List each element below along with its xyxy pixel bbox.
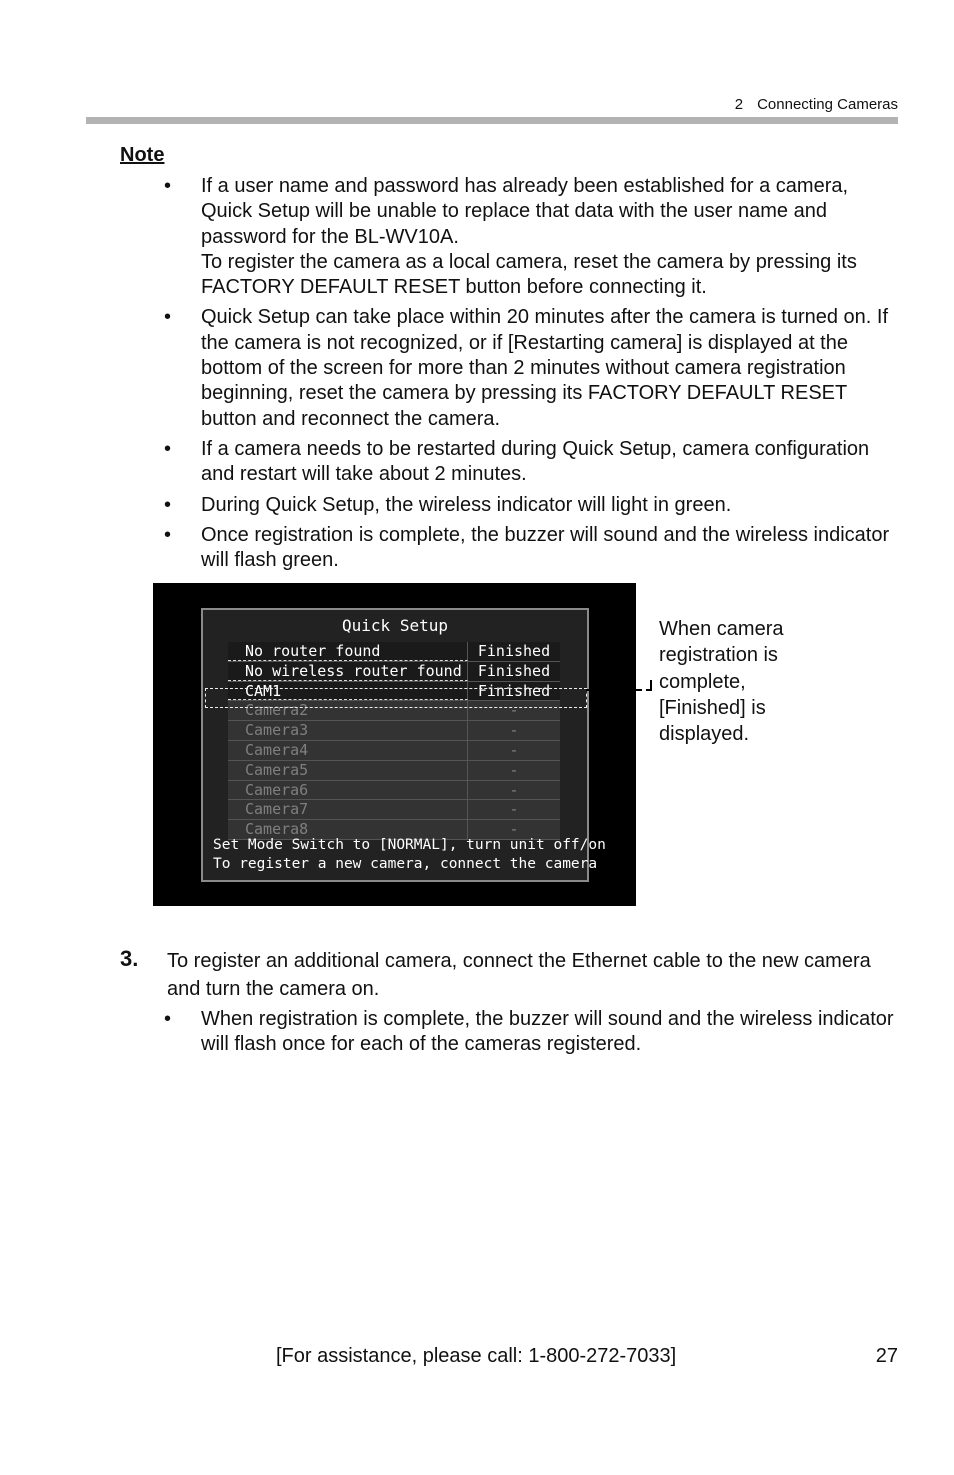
bullet-text: If a user name and password has already been established for a camera, Quick Setup will be unable to replace that data with the user name and password for the BL-WV10A. <box>201 175 849 248</box>
camera-status-table <box>228 642 560 840</box>
list-item <box>164 437 904 488</box>
note-bullet-list <box>164 174 904 578</box>
row-name: Camera5 <box>228 761 468 780</box>
callout-text: When camera registration is complete, [Finished] is displayed. <box>659 618 784 746</box>
table-row <box>228 781 560 801</box>
step-bullet-list <box>164 1007 904 1058</box>
row-status: - <box>509 740 519 759</box>
row-name: No wireless router found <box>228 662 468 681</box>
row-status: Finished <box>477 642 551 660</box>
row-status: - <box>509 721 519 740</box>
quick-setup-panel <box>201 608 606 882</box>
chapter-title: Connecting Cameras <box>757 96 898 113</box>
row-status: - <box>509 820 519 839</box>
table-row <box>228 721 560 741</box>
chapter-number: 2 <box>734 96 744 113</box>
row-status: - <box>509 760 519 779</box>
step-number: 3. <box>120 946 139 971</box>
bullet-text-continued: To register the camera as a local camera, reset the camera by pressing its FACTORY DEFAULT RESET button before connecting it. <box>201 250 857 299</box>
page-number: 27 <box>875 1345 898 1367</box>
bullet-text: Once registration is complete, the buzzer will sound and the wireless indicator will flash green. <box>201 523 890 572</box>
callout-leader-tick <box>650 680 652 690</box>
bullet-text: During Quick Setup, the wireless indicator will light in green. <box>201 493 732 516</box>
row-status: - <box>509 701 519 720</box>
bullet-dot: • <box>164 523 172 546</box>
header-rule <box>86 117 898 124</box>
row-name: Camera7 <box>228 800 468 819</box>
row-status: Finished <box>477 681 551 700</box>
list-item <box>164 174 904 300</box>
bullet-text: Quick Setup can take place within 20 minutes after the camera is turned on. If the camera is not recognized, or if [Restarting camera] is displayed at the bottom of the screen for more than 2 minutes without camera registration beginning, reset the camera by pressing its FACTORY DEFAULT RESET button and reconnect the camera. <box>201 306 889 430</box>
row-name: CAM1 <box>228 682 468 701</box>
list-item <box>164 523 904 574</box>
row-name: No router found <box>228 642 468 661</box>
list-item <box>164 305 904 431</box>
bullet-dot: • <box>164 1008 172 1030</box>
bullet-text: If a camera needs to be restarted during Quick Setup, camera configuration and restart will take about 2 minutes. <box>201 437 870 486</box>
row-name: Camera4 <box>228 741 468 760</box>
panel-footer-line: Set Mode Switch to [NORMAL], turn unit off/on <box>213 837 606 853</box>
bullet-dot: • <box>164 175 172 197</box>
table-row <box>228 761 560 781</box>
row-status: Finished <box>477 661 551 680</box>
panel-footer-line: To register a new camera, connect the camera <box>213 856 598 872</box>
bullet-dot: • <box>164 493 172 516</box>
panel-title: Quick Setup <box>342 616 448 635</box>
row-name: Camera3 <box>228 721 468 740</box>
row-name: Camera6 <box>228 781 468 800</box>
bullet-text: When registration is complete, the buzzer will sound and the wireless indicator will flash once for each of the cameras registered. <box>201 1008 894 1056</box>
table-row <box>228 800 560 820</box>
list-item <box>164 493 904 518</box>
row-name: Camera8 <box>228 820 468 839</box>
callout-leader-line <box>586 689 652 691</box>
table-row <box>228 642 560 662</box>
row-status: - <box>509 780 519 799</box>
list-item <box>164 1007 904 1058</box>
running-header <box>735 96 898 113</box>
cam1-highlight-box <box>205 688 587 708</box>
row-name: Camera2 <box>228 701 468 720</box>
bullet-dot: • <box>164 437 172 460</box>
table-row <box>228 741 560 761</box>
note-heading: Note <box>120 144 165 166</box>
table-row <box>228 662 560 682</box>
assistance-footer: [For assistance, please call: 1-800-272-7033] <box>276 1345 677 1367</box>
panel-footer <box>213 836 606 874</box>
row-status: - <box>509 800 519 819</box>
quick-setup-screenshot <box>153 583 636 906</box>
step-text: To register an additional camera, connect the Ethernet cable to the new camera and turn the camera on. <box>167 950 871 1000</box>
bullet-dot: • <box>164 306 172 329</box>
